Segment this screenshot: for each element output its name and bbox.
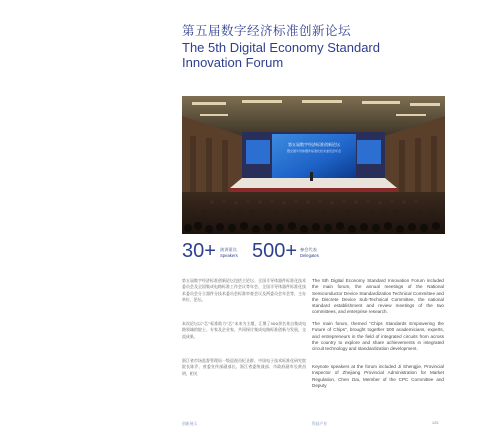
- page-title-zh: 第五届数字经济标准创新论坛: [182, 23, 352, 38]
- screen-title-line-2: 暨全国半导体器件标准化技术委员会年会: [286, 149, 342, 153]
- body-paragraph-zh-1: 第五届数字经济标准创新论坛包括主论坛、全国半导体器件标准化技术委员会及全国集成电路标准工作会议等年会、全国半导体器件标准化技术委员会分立器件分技术委员会标准审查会议及两委员会年会等，主办单位、论坛。: [182, 278, 306, 302]
- conference-hall-photo: [182, 96, 445, 234]
- body-paragraph-en-3: Keynote speakers at the forum included Ji Shengjie, Provincial Inspector of Zhejiang Provincial Administration for Market Regulation, Chen Dai, Member of the CPC Committee and Deputy: [312, 364, 444, 388]
- stat-speakers-value: 30+: [182, 240, 216, 262]
- body-paragraph-zh-3: 浙江省市场监督管理局一级巡视员纪圣群、中国电子技术标准化研究院院长陈乔、省委宣传部副部长、浙江省委统战部、市政府副市长黄昌明、相关: [182, 358, 306, 376]
- page-number: 125: [432, 421, 439, 425]
- footer-section-middle: 科技产业: [312, 421, 328, 426]
- stat-speakers-label-en: Speakers: [220, 252, 238, 258]
- body-column-en: [312, 278, 444, 394]
- stat-delegates-label-en: Delegates: [300, 252, 319, 258]
- stat-delegates-label-zh: 参会代表: [300, 247, 317, 252]
- stat-delegates-value: 500+: [252, 240, 298, 262]
- body-paragraph-en-1: The 5th Digital Economy Standard Innovation Forum included the main forum, the annual meetings of the National Semiconductor Device Standardization Technical Committee and the Discrete Device Sub-Technical Committee, the national standard establishment and review meetings of the two committees, and enterprise research.: [312, 278, 444, 315]
- stats-row: [182, 240, 445, 264]
- footer-section-left: 创新展示: [182, 421, 198, 426]
- body-column-zh: [182, 278, 306, 387]
- stat-speakers-label: [220, 247, 238, 258]
- body-paragraph-en-2: The main forum, themed “Chips Standards Empowering the Future of Chips”, brought together 500 academicians, experts, and entrepreneurs in the field of integrated circuits from across the country to explore and share achievements in integrated circuit technology and standardization development.: [312, 321, 444, 352]
- stat-speakers-label-zh: 演讲嘉宾: [220, 247, 237, 252]
- body-paragraph-zh-2: 本次论坛以“芯”标准助力“芯”未来为主题，汇聚了500余名来自集成电路领域的院士、专家及企业家，共同探讨集成电路标准创新与发展，交流成果。: [182, 321, 306, 339]
- stat-delegates-label: [300, 247, 319, 258]
- screen-title-line-1: 第五届数字经济标准创新论坛: [288, 142, 340, 147]
- page-title-en: The 5th Digital Economy Standard Innovation Forum: [182, 40, 380, 70]
